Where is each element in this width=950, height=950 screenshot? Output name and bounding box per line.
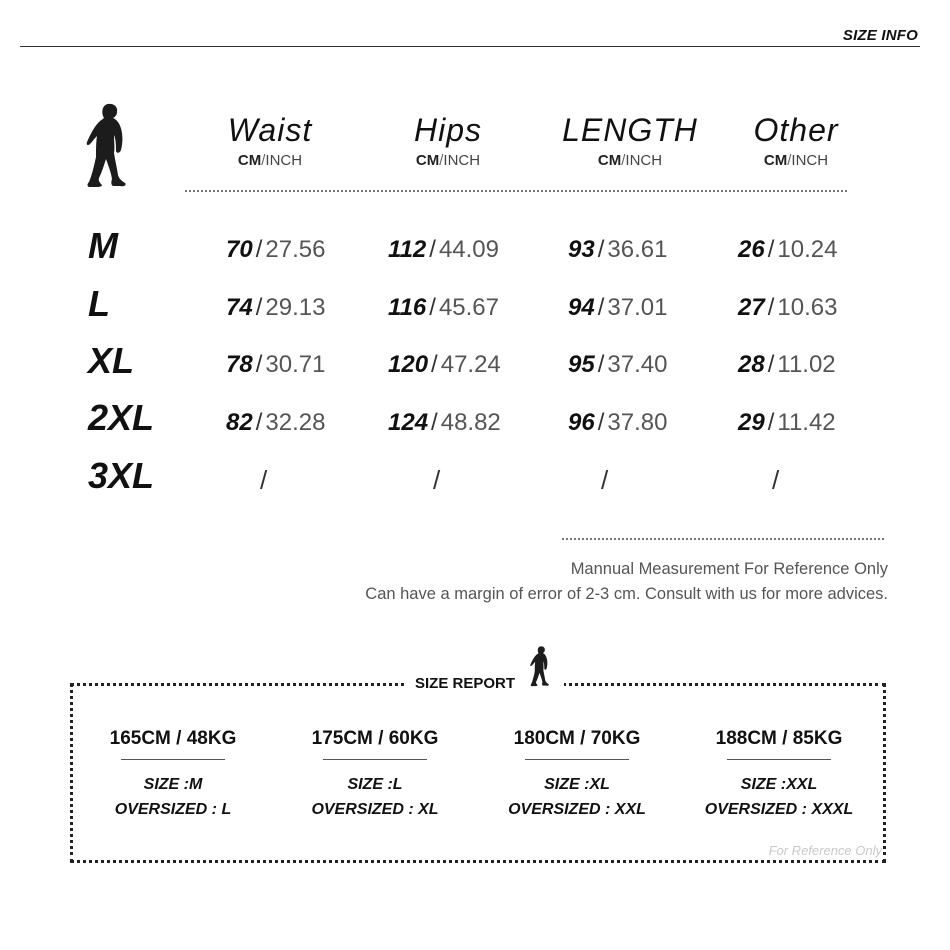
profile-oversized: OVERSIZED : L: [114, 801, 232, 818]
profile-oversized: OVERSIZED : XXXL: [704, 801, 854, 818]
column-unit: [190, 152, 350, 169]
unit-inch: INCH: [791, 152, 829, 169]
table-cell: [568, 293, 667, 323]
column-header-other: [716, 112, 876, 169]
cell-separator: /: [597, 351, 605, 378]
cell-cm: 94: [568, 294, 595, 321]
size-profile: [280, 727, 470, 822]
walking-man-silhouette-icon: [84, 102, 130, 188]
header-dotted-divider: [185, 190, 847, 192]
column-header-hips: [368, 112, 528, 169]
table-cell: [388, 408, 501, 438]
cell-separator: /: [429, 236, 436, 263]
unit-cm: CM: [597, 152, 622, 169]
cell-separator: /: [255, 294, 263, 321]
table-cell: [388, 293, 499, 323]
cell-separator: /: [255, 409, 263, 436]
cell-separator: /: [255, 236, 263, 263]
unit-inch: INCH: [265, 152, 303, 169]
reference-only-watermark: For Reference Only: [768, 843, 882, 858]
cell-separator: /: [431, 409, 438, 436]
profile-height-weight: 180CM / 70KG: [513, 728, 641, 749]
size-label-3xl: 3XL: [88, 455, 155, 496]
cell-inch: 27.56: [265, 236, 326, 263]
cell-separator: /: [597, 409, 605, 436]
table-cell: [388, 350, 501, 380]
profile-oversized: OVERSIZED : XXL: [508, 801, 646, 818]
cell-inch: 37.40: [607, 351, 668, 378]
table-cell-empty: /: [601, 465, 609, 495]
profile-size: SIZE :L: [347, 776, 403, 793]
unit-separator: /: [621, 152, 626, 169]
unit-separator: /: [787, 152, 792, 169]
size-profile: [78, 727, 268, 822]
size-label-2xl: 2XL: [88, 397, 155, 438]
cell-cm: 95: [568, 351, 595, 378]
cell-cm: 28: [738, 351, 765, 378]
cell-inch: 30.71: [265, 351, 326, 378]
cell-separator: /: [767, 236, 775, 263]
table-cell-empty: /: [433, 465, 441, 495]
cell-separator: /: [767, 351, 775, 378]
table-cell: [568, 235, 667, 265]
table-cell: [226, 350, 325, 380]
cell-separator: /: [597, 236, 605, 263]
cell-inch: 32.28: [265, 409, 326, 436]
column-header-waist: [190, 112, 350, 169]
cell-inch: 10.24: [777, 236, 838, 263]
table-cell-empty: /: [772, 465, 780, 495]
cell-cm: 124: [388, 409, 429, 436]
cell-cm: 29: [738, 409, 765, 436]
cell-separator: /: [597, 294, 605, 321]
column-name: Waist: [227, 112, 313, 148]
unit-separator: /: [439, 152, 444, 169]
measurement-note: Mannual Measurement For Reference Only: [570, 560, 888, 578]
cell-inch: 37.80: [607, 409, 668, 436]
walking-man-small-icon: [529, 642, 551, 690]
profile-size: SIZE :M: [143, 776, 203, 793]
size-label-m: M: [88, 225, 118, 266]
cell-inch: 10.63: [777, 294, 838, 321]
profile-height-weight: 175CM / 60KG: [311, 728, 439, 749]
cell-cm: 116: [388, 294, 427, 321]
cell-inch: 11.02: [777, 351, 836, 378]
notes-dotted-divider: [562, 538, 884, 540]
size-report-title: SIZE REPORT: [415, 675, 516, 692]
cell-separator: /: [255, 351, 263, 378]
profile-divider: [727, 759, 831, 760]
cell-separator: /: [429, 294, 436, 321]
table-cell: [738, 235, 837, 265]
cell-cm: 120: [388, 351, 429, 378]
cell-cm: 74: [226, 294, 253, 321]
column-unit: [550, 152, 710, 169]
cell-inch: 37.01: [607, 294, 668, 321]
cell-cm: 78: [226, 351, 253, 378]
cell-cm: 96: [568, 409, 595, 436]
table-cell: [738, 293, 837, 323]
cell-separator: /: [767, 409, 775, 436]
cell-cm: 27: [738, 294, 765, 321]
cell-cm: 93: [568, 236, 595, 263]
profile-divider: [121, 759, 225, 760]
cell-cm: 82: [226, 409, 253, 436]
column-name: LENGTH: [562, 112, 698, 148]
table-cell: [738, 350, 836, 380]
column-name: Other: [753, 112, 839, 148]
cell-cm: 70: [226, 236, 253, 263]
cell-inch: 47.24: [440, 351, 501, 378]
column-unit: [368, 152, 528, 169]
cell-separator: /: [767, 294, 775, 321]
cell-inch: 48.82: [440, 409, 501, 436]
cell-inch: 11.42: [777, 409, 836, 436]
table-cell: [568, 350, 667, 380]
unit-cm: CM: [415, 152, 440, 169]
size-profile: [482, 727, 672, 822]
table-cell: [226, 408, 325, 438]
column-name: Hips: [413, 112, 482, 148]
column-unit: [716, 152, 876, 169]
cell-separator: /: [431, 351, 438, 378]
column-header-length: [550, 112, 710, 169]
size-label-l: L: [88, 283, 110, 324]
table-cell: [226, 293, 325, 323]
profile-size: SIZE :XL: [544, 776, 610, 793]
profile-size: SIZE :XXL: [740, 776, 818, 793]
margin-note: Can have a margin of error of 2-3 cm. Consult with us for more advices.: [365, 585, 888, 603]
unit-separator: /: [261, 152, 266, 169]
unit-cm: CM: [763, 152, 788, 169]
unit-inch: INCH: [625, 152, 663, 169]
profile-divider: [323, 759, 427, 760]
cell-inch: 36.61: [607, 236, 668, 263]
profile-oversized: OVERSIZED : XL: [311, 801, 439, 818]
size-profile: [684, 727, 874, 822]
header-title: SIZE INFO: [842, 27, 918, 44]
profile-height-weight: 165CM / 48KG: [109, 728, 237, 749]
profile-height-weight: 188CM / 85KG: [715, 728, 843, 749]
table-cell: [388, 235, 499, 265]
size-label-xl: XL: [88, 340, 135, 381]
cell-cm: 26: [738, 236, 765, 263]
unit-cm: CM: [237, 152, 262, 169]
profile-divider: [525, 759, 629, 760]
header-divider: [20, 46, 920, 47]
table-cell: [738, 408, 836, 438]
cell-inch: 44.09: [438, 236, 499, 263]
unit-inch: INCH: [443, 152, 481, 169]
table-cell-empty: /: [260, 465, 268, 495]
cell-inch: 29.13: [265, 294, 326, 321]
cell-inch: 45.67: [438, 294, 499, 321]
table-cell: [568, 408, 667, 438]
cell-cm: 112: [388, 236, 427, 263]
table-cell: [226, 235, 325, 265]
